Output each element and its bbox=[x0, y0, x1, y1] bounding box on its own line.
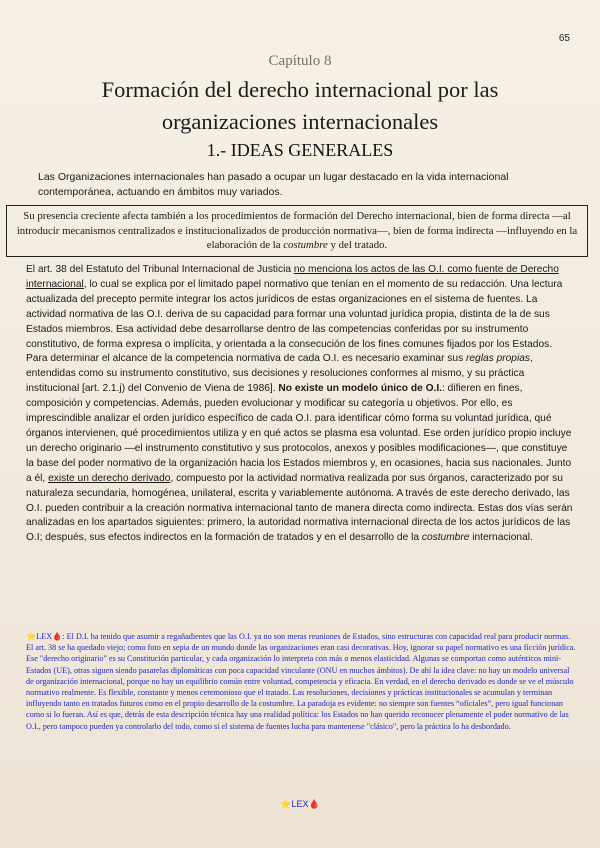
page-title: Formación del derecho internacional por las organizaciones internacionales bbox=[101, 77, 499, 134]
paragraph-2 bbox=[26, 352, 578, 546]
signature-star-icon: ⭐ bbox=[280, 799, 292, 809]
boxed-text-c: y del tratado. bbox=[327, 239, 388, 252]
p1-underlined: no menciona los actos de las O.I. como fuente de Derecho internacional bbox=[26, 264, 559, 290]
boxed-text-a: Su presencia creciente afecta también a los procedimientos de formación del Derecho internacional, bien de forma directa —al introducir mecanismos centralizados e institucionalizados de producción normativa—, bien de forma indirecta —influyendo en la elaboración de la bbox=[16, 210, 578, 252]
annotation-text: : El D.I. ha tenido que asumir a regañadientes que las O.I. ya no son meras reuniones de Estados, sino estructuras con capacidad real para producir normas. El art. 38 se ha quedado viejo; como foto en sepia de un mundo donde las organizaciones eran casi decorativas. Hoy, ignorar su papel normativo es una ficción jurídica. Ese "derecho originario" es su Constitución particular, y cada organización lo interpreta con más o menos elasticidad. Algunas se comportan como auténticos mini-Estados (UE), otras siguen siendo pasarelas diplomáticas con poca capacidad vinculante (ONU en muchos ámbitos). De ahí la idea clave: no hay un modelo universal de organización internacional, porque no hay un equilibrio común entre voluntad, competencia y eficacia. En verdad, en el derecho derivado es donde se ve el músculo normativo realmente. Es flexible, constante y menos ceremonioso que el tratado. Las resoluciones, decisiones y prácticas institucionales se acumulan y terminan influyendo tanto en tratados futuros como en el propio desarrollo de la costumbre. La paradoja es evidente: no siempre son fuentes “oficiales”, pero igual funcionan como si lo fueran. Así es que, detrás de esta descripción técnica hay una realidad política: los Estados no han querido reconocer plenamente el poder normativo de las O.I., pero tampoco pueden ya controlarlo del todo, como si el sistema de fuentes lucha para mantenerse "clásico", pero la práctica lo ha desbordado. bbox=[26, 632, 576, 731]
drop-icon: 🩸 bbox=[52, 632, 63, 641]
boxed-text-italic: costumbre bbox=[283, 239, 328, 252]
star-icon: ⭐ bbox=[26, 632, 37, 641]
signature-drop-icon: 🩸 bbox=[308, 799, 320, 809]
p2-italic-1: reglas propias bbox=[466, 353, 530, 365]
chapter-label: Capítulo 8 bbox=[268, 53, 332, 69]
p2-text-e: internacional. bbox=[469, 532, 533, 544]
page-number: 65 bbox=[558, 33, 570, 44]
highlight-box bbox=[6, 205, 588, 257]
p2-text-b: , entendidas como su instrumento constitutivo, sus decisiones y resoluciones conformes al mismo, y su práctica institucional [art. 2.1.j) del Convenio de Viena de 1986]. bbox=[26, 353, 533, 395]
p2-text-d: , compuesto por la actividad normativa realizada por sus órganos, caracterizado por su naturaleza secundaria, homogénea, unilateral, escrita y variablemente autónoma. A través de este derecho derivado, las O.I. pueden contribuir a la creación normativa internacional tanto de manera directa como indirecta. Estas dos vías serán analizadas en los apartados siguientes: primero, la autoridad normativa internacional directa de los actos jurídicos de las O.I; después, sus efectos indirectos en la formación de tratados y en el desarrollo de la bbox=[26, 472, 573, 544]
lex-signature bbox=[0, 799, 600, 810]
signature-label: LEX bbox=[291, 799, 309, 809]
body-text bbox=[26, 263, 578, 546]
intro-paragraph: Las Organizaciones internacionales han pasado a ocupar un lugar destacado en la vida internacional contemporánea, actuando en ámbitos muy variados. bbox=[38, 171, 509, 198]
paragraph-1 bbox=[26, 263, 578, 352]
p1-text-b: , lo cual se explica por el limitado papel normativo que tenían en el momento de su redacción. Una lectura actualizada del precepto permite integrar los actos jurídicos de estas organizaciones en el sistema de fuentes. La actividad normativa de las O.I. deriva de su capacidad para formar una voluntad jurídica propia, distinta de la de sus Estados miembros. Esa actividad debe desarrollarse dentro de las competencias conferidas por su instrumento constitutivo, de forma expresa o implícita, y orientada a la consecución de los fines comunes fijados por los Estados. bbox=[26, 278, 563, 350]
p2-text-a: Para determinar el alcance de la competencia normativa de cada O.I. es necesario examinar sus bbox=[26, 353, 466, 365]
p2-italic-2: costumbre bbox=[421, 532, 470, 544]
p1-text-a: El art. 38 del Estatuto del Tribunal Internacional de Justicia bbox=[26, 264, 294, 275]
section-heading: 1.- IDEAS GENERALES bbox=[206, 140, 394, 160]
lex-annotation bbox=[26, 631, 578, 732]
lex-label: LEX bbox=[36, 632, 53, 641]
p2-text-c: : difieren en fines, composición y competencias. Además, pueden evolucionar y modificar su categoría u objetivos. Por ello, es imprescindible analizar el orden jurídico específico de cada O.I. para identificar cómo forma su voluntad jurídica, qué órganos intervienen, qué procedimientos utiliza y en qué actos se plasma esa voluntad. Ese orden jurídico propio incluye un derecho originario —el instrumento constitutivo y sus protocolos, anexos y posibles modificaciones—, que constituye la base del poder normativo de la organización hacia los Estados miembros y, en ocasiones, hacia sus nacionales. Junto a él, bbox=[26, 383, 572, 484]
p2-bold: No existe un modelo único de O.I. bbox=[278, 383, 442, 395]
p2-underlined: existe un derecho derivado bbox=[48, 472, 171, 484]
